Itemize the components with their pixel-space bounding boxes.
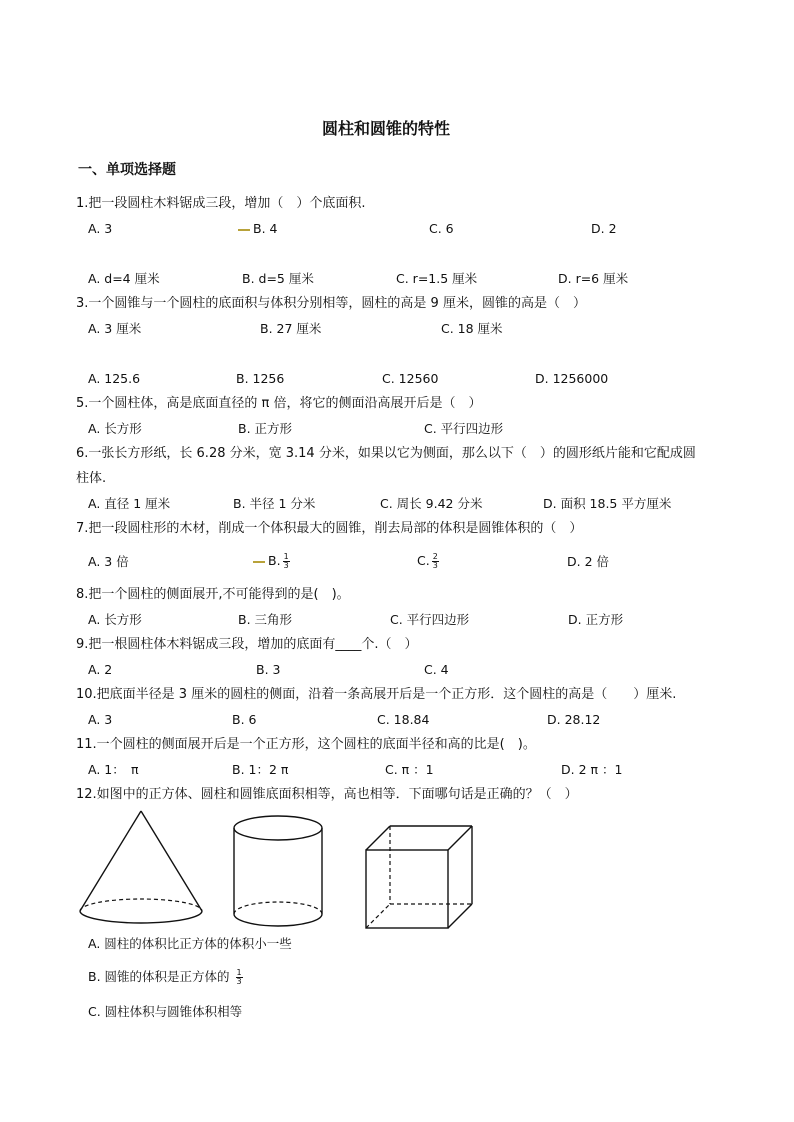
- q5-option-c[interactable]: C. 平行四边形: [424, 421, 504, 436]
- fraction-numerator: 1: [236, 968, 242, 977]
- q3-option-b[interactable]: B. 27 厘米: [260, 321, 322, 336]
- question-6-line-1: 6.一张长方形纸，长 6.28 分米，宽 3.14 分米，如果以它为侧面，那么以下（ ）的圆形纸片能和它配成圆: [76, 446, 696, 461]
- q4-option-a[interactable]: A. 125.6: [88, 371, 141, 386]
- q5-option-a[interactable]: A. 长方形: [88, 421, 142, 436]
- cylinder-figure: [228, 812, 328, 934]
- q9-option-b[interactable]: B. 3: [256, 662, 281, 677]
- question-6-line-2: 柱体.: [76, 471, 107, 486]
- q11-option-b[interactable]: B. 1：2 π: [232, 762, 289, 777]
- fraction-one-third: [283, 553, 290, 570]
- q10-option-b[interactable]: B. 6: [232, 712, 257, 727]
- q8-option-a[interactable]: A. 长方形: [88, 612, 142, 627]
- q6-option-a[interactable]: A. 直径 1 厘米: [88, 496, 171, 511]
- question-9: 9.把一根圆柱体木料锯成三段，增加的底面有____个.（ ）: [76, 637, 418, 652]
- q12-option-b-label: B. 圆锥的体积是正方体的: [88, 969, 230, 984]
- q11-option-d[interactable]: D. 2 π ：1: [561, 762, 623, 777]
- q12-option-a[interactable]: A. 圆柱的体积比正方体的体积小一些: [88, 936, 292, 951]
- q2-option-a[interactable]: A. d=4 厘米: [88, 271, 160, 286]
- question-5: 5.一个圆柱体，高是底面直径的 π 倍，将它的侧面沿高展开后是（ ）: [76, 396, 482, 411]
- q2-option-c[interactable]: C. r=1.5 厘米: [396, 271, 478, 286]
- fraction-denominator: 3: [432, 561, 438, 570]
- q9-option-c[interactable]: C. 4: [424, 662, 449, 677]
- q1-option-b[interactable]: [238, 221, 277, 237]
- q12-option-c[interactable]: C. 圆柱体积与圆锥体积相等: [88, 1004, 243, 1019]
- fraction-two-thirds: [432, 553, 439, 570]
- fraction-one-third: [236, 969, 243, 986]
- highlight-mark: [238, 229, 250, 231]
- q6-option-c[interactable]: C. 周长 9.42 分米: [380, 496, 483, 511]
- cone-figure: [76, 807, 206, 929]
- section-heading: 一、单项选择题: [78, 162, 176, 178]
- q7-option-b-label: B.: [268, 553, 281, 568]
- question-10: 10.把底面半径是 3 厘米的圆柱的侧面，沿着一条高展开后是一个正方形．这个圆柱的高是（ ）厘米.: [76, 687, 677, 702]
- q10-option-a[interactable]: A. 3: [88, 712, 113, 727]
- q11-option-c[interactable]: C. π ：1: [385, 762, 434, 777]
- fraction-denominator: 3: [236, 977, 242, 986]
- q4-option-c[interactable]: C. 12560: [382, 371, 439, 386]
- fraction-numerator: 2: [432, 552, 438, 561]
- q7-option-b[interactable]: [253, 550, 290, 572]
- q7-option-c[interactable]: [417, 550, 439, 572]
- q2-option-d[interactable]: D. r=6 厘米: [558, 271, 629, 286]
- q9-option-a[interactable]: A. 2: [88, 662, 113, 677]
- q6-option-d[interactable]: D. 面积 18.5 平方厘米: [543, 496, 672, 511]
- q11-option-a[interactable]: A. 1： π: [88, 762, 139, 777]
- q10-option-c[interactable]: C. 18.84: [377, 712, 430, 727]
- question-8: 8.把一个圆柱的侧面展开,不可能得到的是( )。: [76, 587, 350, 602]
- question-3: 3.一个圆锥与一个圆柱的底面积与体积分别相等，圆柱的高是 9 厘米，圆锥的高是（ ）: [76, 296, 586, 311]
- question-1: 1.把一段圆柱木料锯成三段，增加（ ）个底面积.: [76, 196, 366, 211]
- q1-option-b-label: B. 4: [253, 221, 278, 236]
- q7-option-c-label: C.: [417, 553, 430, 568]
- cube-figure: [360, 820, 480, 932]
- q4-option-d[interactable]: D. 1256000: [535, 371, 609, 386]
- q8-option-d[interactable]: D. 正方形: [568, 612, 624, 627]
- question-7: 7.把一段圆柱形的木材，削成一个体积最大的圆锥，削去局部的体积是圆锥体积的（ ）: [76, 521, 583, 536]
- q12-option-b[interactable]: [88, 966, 243, 988]
- q1-option-c[interactable]: C. 6: [429, 221, 454, 236]
- fraction-denominator: 3: [283, 561, 289, 570]
- q8-option-c[interactable]: C. 平行四边形: [390, 612, 470, 627]
- highlight-mark: [253, 561, 265, 563]
- q10-option-d[interactable]: D. 28.12: [547, 712, 601, 727]
- question-11: 11.一个圆柱的侧面展开后是一个正方形，这个圆柱的底面半径和高的比是( )。: [76, 737, 536, 752]
- q1-option-a[interactable]: A. 3: [88, 221, 113, 236]
- page-title: 圆柱和圆锥的特性: [322, 119, 451, 138]
- q3-option-a[interactable]: A. 3 厘米: [88, 321, 142, 336]
- q5-option-b[interactable]: B. 正方形: [238, 421, 293, 436]
- q6-option-b[interactable]: B. 半径 1 分米: [233, 496, 316, 511]
- q4-option-b[interactable]: B. 1256: [236, 371, 285, 386]
- q7-option-d[interactable]: D. 2 倍: [567, 554, 609, 569]
- fraction-numerator: 1: [283, 552, 289, 561]
- question-12: 12.如图中的正方体、圆柱和圆锥底面积相等，高也相等．下面哪句话是正确的？（ ）: [76, 787, 578, 802]
- q2-option-b[interactable]: B. d=5 厘米: [242, 271, 314, 286]
- q1-option-d[interactable]: D. 2: [591, 221, 617, 236]
- q3-option-c[interactable]: C. 18 厘米: [441, 321, 503, 336]
- q8-option-b[interactable]: B. 三角形: [238, 612, 293, 627]
- q7-option-a[interactable]: A. 3 倍: [88, 554, 129, 569]
